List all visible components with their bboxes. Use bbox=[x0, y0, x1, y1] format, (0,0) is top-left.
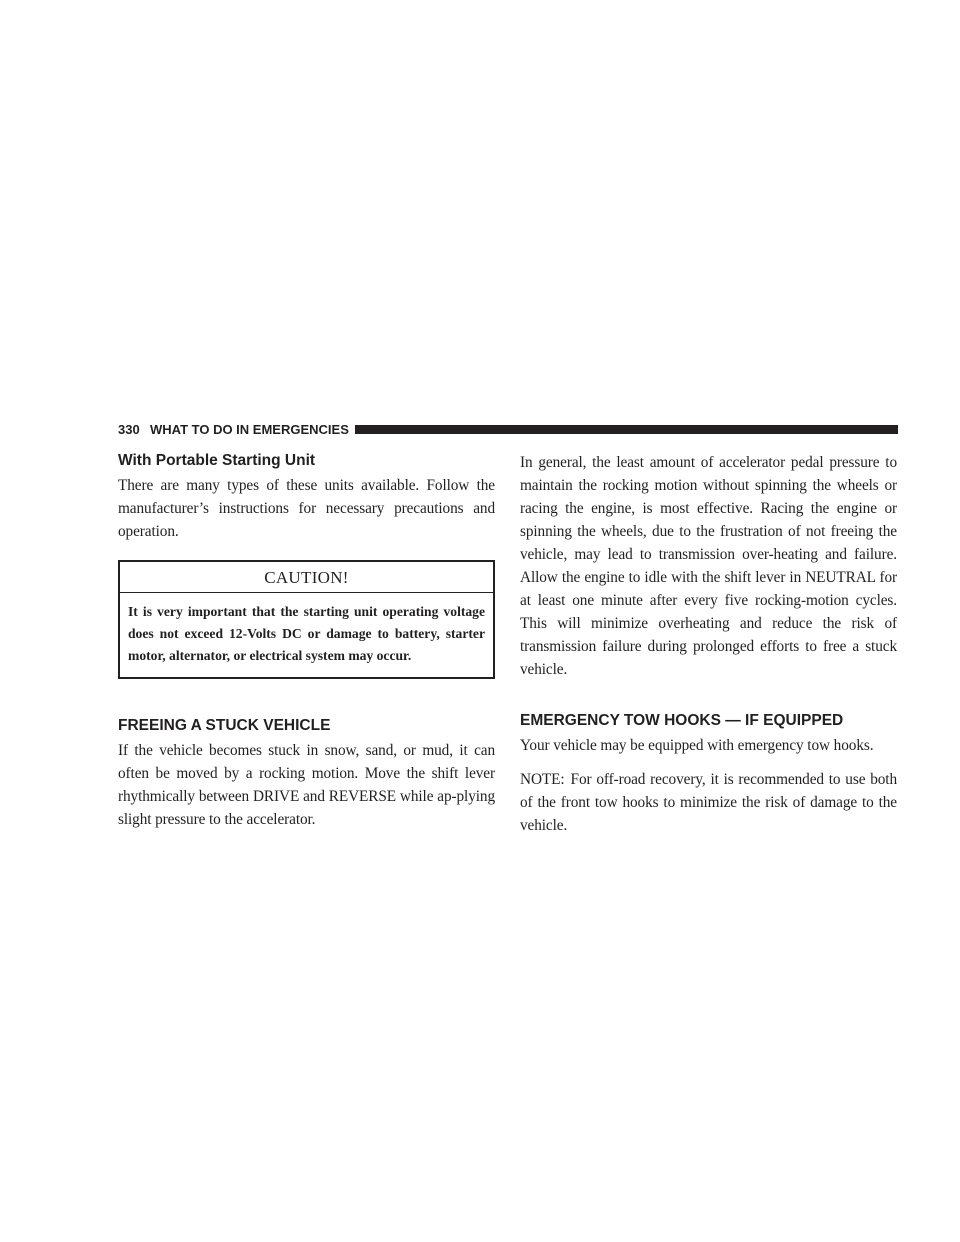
caution-box bbox=[118, 560, 495, 679]
note-text: For off-road recovery, it is recommended to use both of the front tow hooks to minimize the risk of damage to the vehicle. bbox=[520, 771, 897, 834]
left-column bbox=[118, 452, 495, 831]
note-label: NOTE: bbox=[520, 771, 565, 788]
rocking-motion-text: In general, the least amount of accelerator pedal pressure to maintain the rocking motion without spinning the wheels or racing the engine, is most effective. Racing the engine or spinning the wheels, due to the frustration of not freeing the vehicle, may lead to transmission over-heating and failure. Allow the engine to idle with the shift lever in NEUTRAL for at least one minute after every five rocking-motion cycles. This will minimize overheating and reduce the risk of transmission failure during prolonged efforts to free a stuck vehicle. bbox=[520, 454, 897, 678]
page-number: 330 bbox=[118, 422, 140, 437]
tow-hooks-heading: EMERGENCY TOW HOOKS — IF EQUIPPED bbox=[520, 712, 844, 729]
caution-text: It is very important that the starting unit operating voltage does not exceed 12-Volts DC or damage to battery, starter motor, alternator, or electrical system may occur. bbox=[128, 604, 485, 663]
freeing-stuck-vehicle-heading: FREEING A STUCK VEHICLE bbox=[118, 717, 331, 734]
header-rule bbox=[355, 425, 898, 434]
portable-starting-unit-text: There are many types of these units available. Follow the manufacturer’s instructions for necessary precautions and operation. bbox=[118, 477, 495, 540]
note-paragraph bbox=[520, 768, 897, 837]
section-title: WHAT TO DO IN EMERGENCIES bbox=[150, 422, 349, 437]
caution-title: CAUTION! bbox=[120, 562, 493, 593]
page-header bbox=[118, 421, 898, 439]
tow-hooks-text: Your vehicle may be equipped with emergency tow hooks. bbox=[520, 737, 874, 754]
right-column bbox=[520, 452, 897, 837]
freeing-stuck-vehicle-text: If the vehicle becomes stuck in snow, sand, or mud, it can often be moved by a rocking motion. Move the shift lever rhythmically between DRIVE and REVERSE while ap-plying slight pressure to the accelerator. bbox=[118, 742, 495, 828]
portable-starting-unit-heading: With Portable Starting Unit bbox=[118, 452, 316, 469]
